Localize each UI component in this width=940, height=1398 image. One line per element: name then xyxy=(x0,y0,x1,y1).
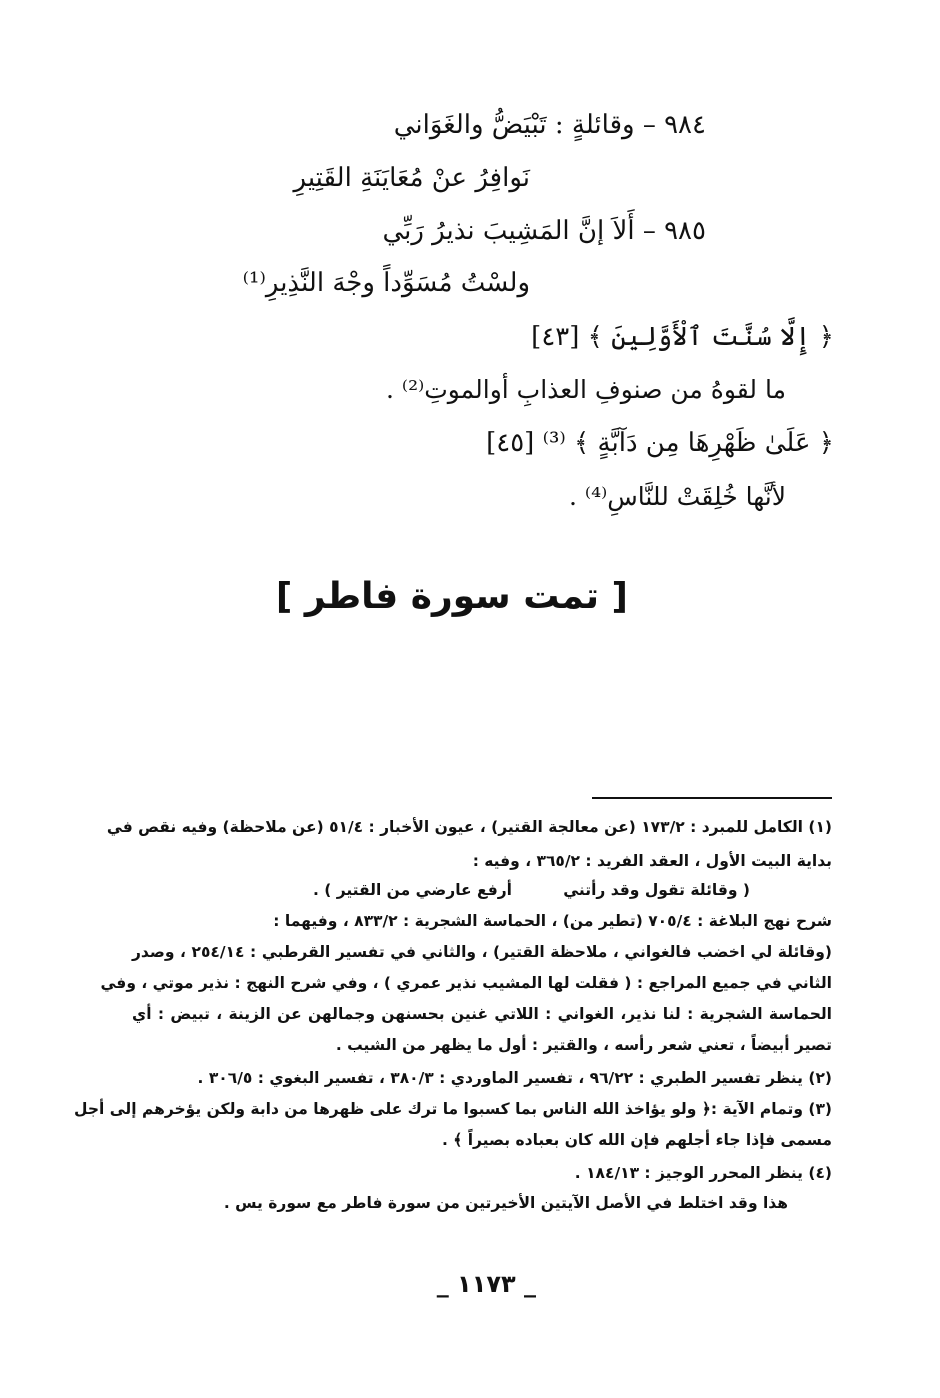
footnote-1-line-1: (١) الكامل للمبرد : ١٧٣/٢ (عن معالجة القتير) ، عيون الأخبار : ٥١/٤ (عن ملاحظة) وفيه نقص في xyxy=(106,818,832,836)
footnote-note: هذا وقد اختلط في الأصل الآيتين الأخيرتين من سورة فاطر مع سورة يس . xyxy=(223,1194,788,1212)
footnote-1-verse-first-half: ( وقائلة تقول وقد رأتني xyxy=(563,881,750,899)
footnote-3-line-2: مسمى فإذا جاء أجلهم فإن الله كان بعباده بصيراً ﴾ . xyxy=(441,1131,832,1149)
verse-984-second-hemistich: نَوافِرُ عنْ مُعَايَنَةِ القَتِيرِ xyxy=(293,163,530,193)
footnote-separator xyxy=(592,797,832,799)
footnote-1-line-2: بداية البيت الأول ، العقد الفريد : ٣٦٥/٢ ، وفيه : xyxy=(472,852,832,870)
footnote-1-line-8: تصير أبيضاً ، تعني شعر رأسه ، والقتير : أول ما يظهر من الشيب . xyxy=(335,1036,832,1054)
quran-ayah-43: ﴿ إِلَّا سُنَّتَ ٱلْأَوَّلِينَ ﴾ [٤٣] xyxy=(531,322,834,352)
verse-984-first-hemistich: ٩٨٤ – وقائلةٍ : تَبْيَضُّ والغَوَاني xyxy=(393,110,706,140)
page-number: _ ١١٧٣ _ xyxy=(436,1270,536,1298)
footnote-1-line-4: شرح نهج البلاغة : ٧٠٥/٤ (تطير من) ، الحماسة الشجرية : ٨٣٣/٢ ، وفيهما : xyxy=(273,912,832,930)
footnote-3-line-1: (٣) وتمام الآية :﴿ ولو يؤاخذ الله الناس بما كسبوا ما ترك على ظهرها من دابة ولكن يؤخرهم إلى أجل xyxy=(74,1100,832,1118)
footnote-1-verse-second-half: أرفع عارضي من القتير ) . xyxy=(312,881,512,899)
footnote-1-line-7: الحماسة الشجرية : لنا نذير، الغواني : اللاتي غنين بحسنهن وجمالهن عن الزينة ، تبيض : أي xyxy=(132,1005,832,1023)
footnote-2: (٢) ينظر تفسير الطبري : ٩٦/٢٢ ، تفسير الماوردي : ٣٨٠/٣ ، تفسير البغوي : ٣٠٦/٥ . xyxy=(197,1069,832,1087)
ayah-45-explanation: لأنَّها خُلِقَتْ للنَّاسِ⁽⁴⁾ . xyxy=(569,482,786,511)
surah-end-heading: [ تمت سورة فاطر ] xyxy=(275,576,628,617)
verse-985-second-hemistich: ولسْتُ مُسَوِّداً وجْهَ النَّذِيرِ⁽¹⁾ xyxy=(242,268,530,298)
footnote-4: (٤) ينظر المحرر الوجيز : ١٨٤/١٣ . xyxy=(574,1164,832,1182)
verse-985-first-hemistich: ٩٨٥ – أَلاَ إنَّ المَشِيبَ نذيرُ رَبِّي xyxy=(382,216,706,246)
footnote-1-line-5: (وقائلة لي اخضب فالغواني ، ملاحظة القتير) ، والثاني في تفسير القرطبي : ٢٥٤/١٤ ، وصدر xyxy=(132,943,832,961)
footnote-1-line-6: الثاني في جميع المراجع : ( فقلت لها المشيب نذير عمري ) ، وفي شرح النهج : نذير موتي ، وفي xyxy=(100,974,832,992)
quran-ayah-45: ﴿ عَلَىٰ ظَهْرِهَا مِن دَآبَّةٍ ﴾ ⁽³⁾ [٤٥] xyxy=(486,428,834,458)
ayah-43-explanation: ما لقوهُ من صنوفِ العذابِ أوالموتِ⁽²⁾ . xyxy=(386,375,786,404)
